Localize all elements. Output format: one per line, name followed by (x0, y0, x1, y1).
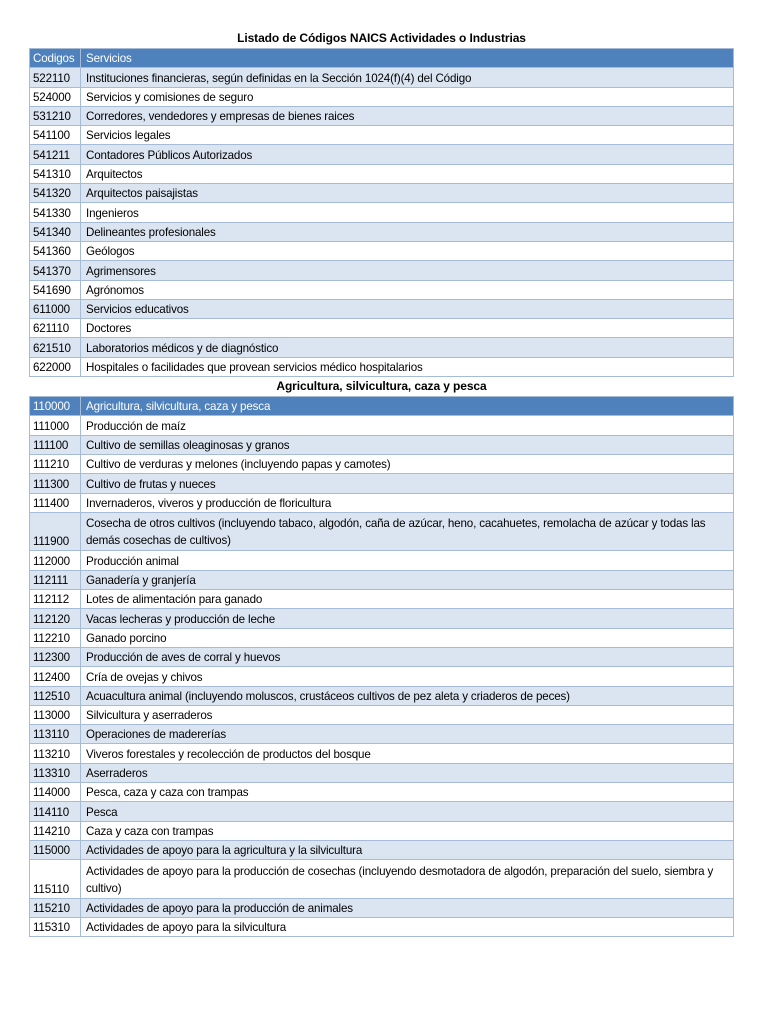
document-title: Listado de Códigos NAICS Actividades o Industrias (237, 31, 526, 45)
description-cell: Delineantes profesionales (81, 222, 734, 241)
table-row (30, 686, 734, 705)
table-row (30, 357, 734, 376)
description-cell: Vacas lecheras y producción de leche (81, 609, 734, 628)
table-row (30, 319, 734, 338)
table-row (30, 725, 734, 744)
description-cell: Producción de aves de corral y huevos (81, 647, 734, 666)
description-cell: Ganado porcino (81, 628, 734, 647)
table-row (30, 628, 734, 647)
code-cell: 111000 (30, 416, 81, 435)
description-cell: Hospitales o facilidades que provean servicios médico hospitalarios (81, 357, 734, 376)
code-cell: 115210 (30, 898, 81, 917)
code-cell: 541370 (30, 261, 81, 280)
section-title-agricultura: Agricultura, silvicultura, caza y pesca (276, 379, 487, 394)
code-cell: 114000 (30, 782, 81, 801)
description-cell: Geólogos (81, 241, 734, 260)
description-cell: Agrimensores (81, 261, 734, 280)
description-cell: Cultivo de frutas y nueces (81, 474, 734, 493)
table-row (30, 184, 734, 203)
code-cell: 541690 (30, 280, 81, 299)
description-cell: Doctores (81, 319, 734, 338)
description-cell: Silvicultura y aserraderos (81, 705, 734, 724)
code-cell: 115110 (30, 860, 81, 899)
table-row (30, 570, 734, 589)
description-cell: Actividades de apoyo para la silvicultura (81, 918, 734, 937)
code-cell: 541320 (30, 184, 81, 203)
code-cell: 541360 (30, 241, 81, 260)
description-cell: Ingenieros (81, 203, 734, 222)
table-header-row (30, 49, 734, 68)
description-cell: Instituciones financieras, según definidas en la Sección 1024(f)(4) del Código (81, 68, 734, 87)
description-cell: Actividades de apoyo para la producción de cosechas (incluyendo desmotadora de algodón, preparación del suelo, siembra y cultivo) (81, 860, 734, 899)
code-cell: 112000 (30, 551, 81, 570)
table-row (30, 87, 734, 106)
table-row (30, 222, 734, 241)
code-cell: 524000 (30, 87, 81, 106)
description-cell: Servicios legales (81, 126, 734, 145)
code-cell: 522110 (30, 68, 81, 87)
table-row (30, 647, 734, 666)
code-cell: 113000 (30, 705, 81, 724)
description-cell: Laboratorios médicos y de diagnóstico (81, 338, 734, 357)
code-cell: 541310 (30, 164, 81, 183)
description-cell: Ganadería y granjería (81, 570, 734, 589)
table-row (30, 705, 734, 724)
code-cell: 111300 (30, 474, 81, 493)
table-row (30, 763, 734, 782)
code-cell: 111210 (30, 454, 81, 473)
table-row (30, 744, 734, 763)
table-row (30, 68, 734, 87)
header-code-cell: Codigos (30, 49, 81, 68)
code-cell: 113110 (30, 725, 81, 744)
description-cell: Producción de maíz (81, 416, 734, 435)
code-cell: 111900 (30, 512, 81, 551)
code-cell: 114110 (30, 802, 81, 821)
description-cell: Caza y caza con trampas (81, 821, 734, 840)
description-cell: Agricultura, silvicultura, caza y pesca (81, 397, 734, 416)
naics-sheet (29, 29, 734, 937)
code-cell: 111400 (30, 493, 81, 512)
table-row (30, 860, 734, 899)
code-cell: 110000 (30, 397, 81, 416)
code-cell: 112112 (30, 590, 81, 609)
table-row (30, 261, 734, 280)
table-row (30, 126, 734, 145)
table-row (30, 145, 734, 164)
code-cell: 111100 (30, 435, 81, 454)
table-row (30, 435, 734, 454)
code-cell: 115310 (30, 918, 81, 937)
description-cell: Invernaderos, viveros y producción de floricultura (81, 493, 734, 512)
table-row (30, 416, 734, 435)
services-table (29, 48, 734, 377)
agriculture-table (29, 396, 734, 937)
table-row (30, 918, 734, 937)
table-row (30, 299, 734, 318)
description-cell: Arquitectos paisajistas (81, 184, 734, 203)
table-row (30, 493, 734, 512)
code-cell: 541340 (30, 222, 81, 241)
description-cell: Actividades de apoyo para la agricultura y la silvicultura (81, 840, 734, 859)
table-row (30, 782, 734, 801)
code-cell: 622000 (30, 357, 81, 376)
table-row (30, 106, 734, 125)
description-cell: Acuacultura animal (incluyendo moluscos, crustáceos cultivos de pez aleta y criaderos de peces) (81, 686, 734, 705)
description-cell: Operaciones de madererías (81, 725, 734, 744)
code-cell: 113310 (30, 763, 81, 782)
table-row (30, 397, 734, 416)
description-cell: Cosecha de otros cultivos (incluyendo tabaco, algodón, caña de azúcar, heno, cacahuetes, remolacha de azúcar y todas las demás cosechas de cultivos) (81, 512, 734, 551)
table-row (30, 551, 734, 570)
description-cell: Pesca, caza y caza con trampas (81, 782, 734, 801)
table-row (30, 164, 734, 183)
code-cell: 541211 (30, 145, 81, 164)
description-cell: Contadores Públicos Autorizados (81, 145, 734, 164)
description-cell: Cultivo de verduras y melones (incluyendo papas y camotes) (81, 454, 734, 473)
table-row (30, 338, 734, 357)
description-cell: Servicios educativos (81, 299, 734, 318)
description-cell: Viveros forestales y recolección de productos del bosque (81, 744, 734, 763)
description-cell: Cultivo de semillas oleaginosas y granos (81, 435, 734, 454)
code-cell: 611000 (30, 299, 81, 318)
table-row (30, 203, 734, 222)
description-cell: Arquitectos (81, 164, 734, 183)
table-row (30, 840, 734, 859)
header-desc-cell: Servicios (81, 49, 734, 68)
code-cell: 112111 (30, 570, 81, 589)
code-cell: 112210 (30, 628, 81, 647)
table-row (30, 802, 734, 821)
code-cell: 112400 (30, 667, 81, 686)
table-row (30, 454, 734, 473)
description-cell: Corredores, vendedores y empresas de bienes raices (81, 106, 734, 125)
table-row (30, 280, 734, 299)
description-cell: Lotes de alimentación para ganado (81, 590, 734, 609)
code-cell: 113210 (30, 744, 81, 763)
table-row (30, 898, 734, 917)
table-row (30, 474, 734, 493)
code-cell: 115000 (30, 840, 81, 859)
code-cell: 541100 (30, 126, 81, 145)
code-cell: 531210 (30, 106, 81, 125)
code-cell: 114210 (30, 821, 81, 840)
code-cell: 541330 (30, 203, 81, 222)
code-cell: 112120 (30, 609, 81, 628)
code-cell: 112300 (30, 647, 81, 666)
table-row (30, 241, 734, 260)
description-cell: Agrónomos (81, 280, 734, 299)
table-row (30, 821, 734, 840)
table-row (30, 590, 734, 609)
table-row (30, 667, 734, 686)
description-cell: Actividades de apoyo para la producción de animales (81, 898, 734, 917)
description-cell: Pesca (81, 802, 734, 821)
description-cell: Aserraderos (81, 763, 734, 782)
description-cell: Servicios y comisiones de seguro (81, 87, 734, 106)
code-cell: 621510 (30, 338, 81, 357)
code-cell: 112510 (30, 686, 81, 705)
table-row (30, 609, 734, 628)
code-cell: 621110 (30, 319, 81, 338)
description-cell: Cría de ovejas y chivos (81, 667, 734, 686)
description-cell: Producción animal (81, 551, 734, 570)
table-row (30, 512, 734, 551)
